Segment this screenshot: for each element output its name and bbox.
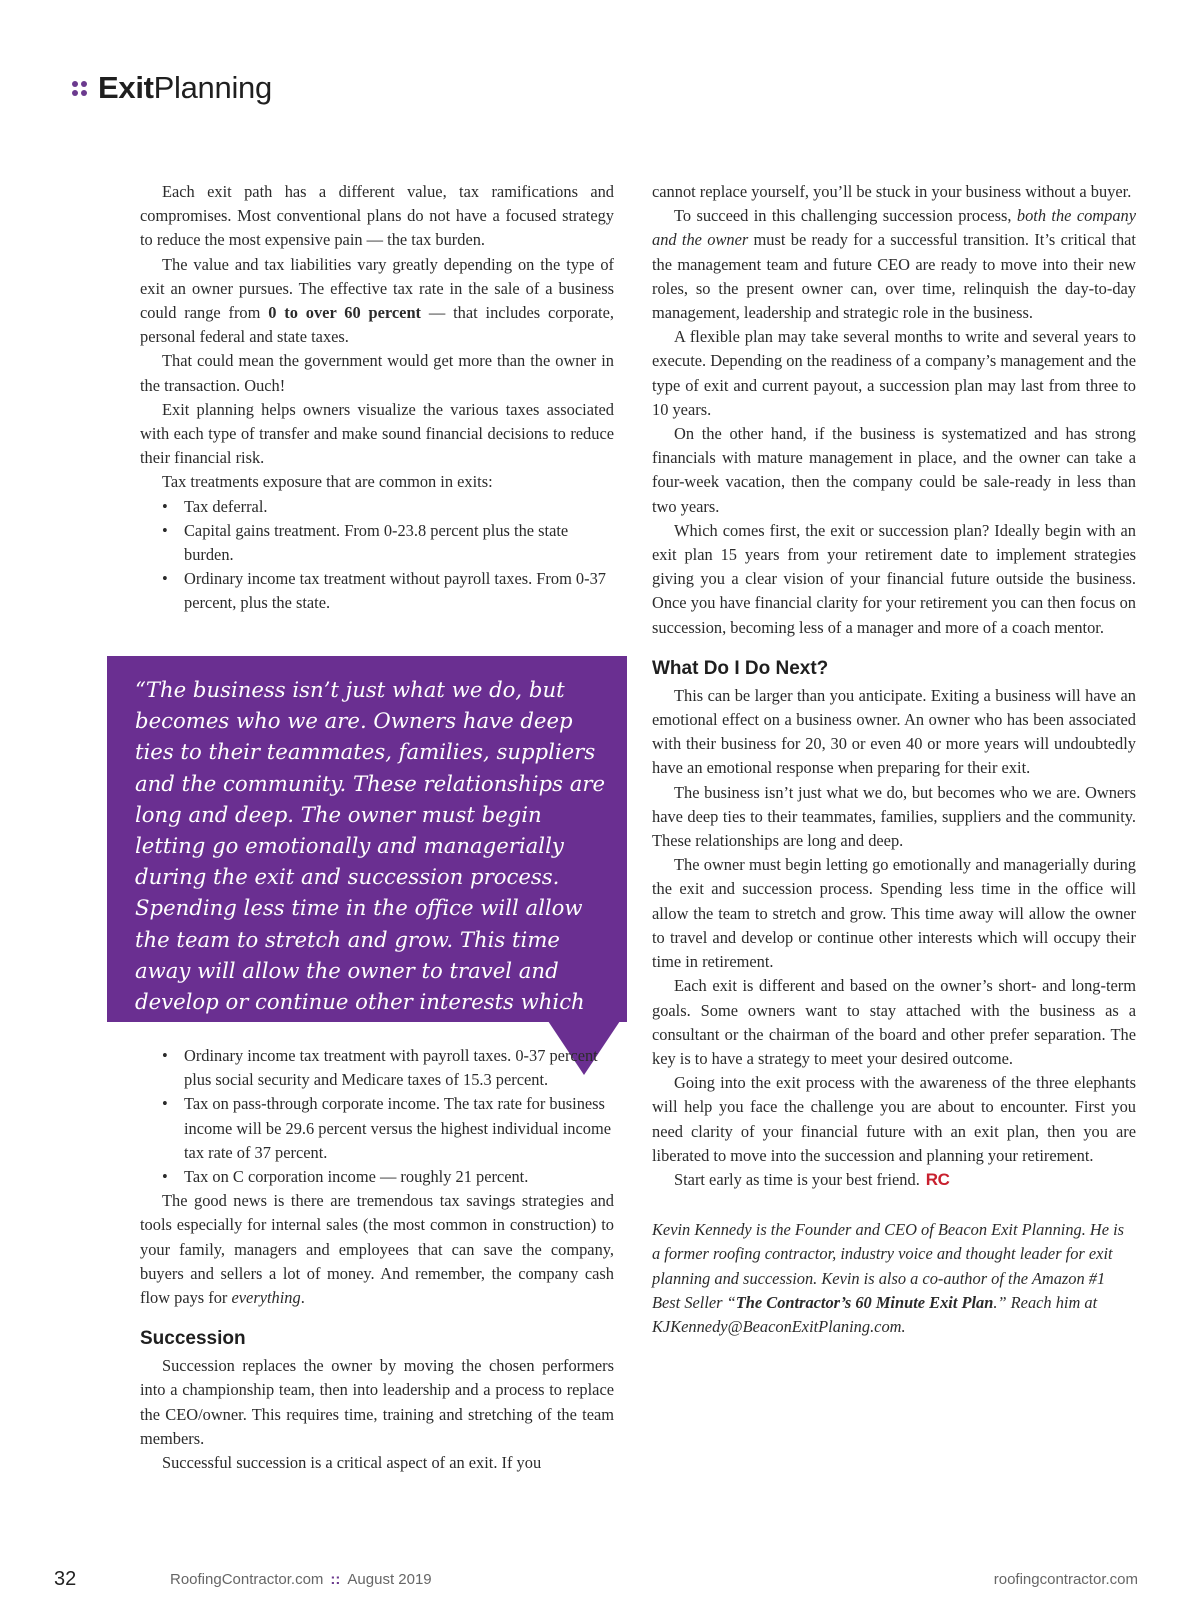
page-footer [0,1568,1200,1592]
footer-url: roofingcontractor.com [993,1571,1138,1588]
list-item: • Capital gains treatment. From 0-23.8 percent plus the state burden. [162,520,569,565]
pull-quote-text: “The business isn’t just what we do, but becomes who we are. Owners have deep ties to their teammates, families, suppliers and the community. These relationships are long and deep. The owner must begin letting go emotionally and managerially during the exit and succession process. Spending less time in the office will allow the team to stretch and grow. This time away will allow the owner to travel and develop or continue other interests which will occupy their time in retirement.” [135,677,606,1046]
list-item: • Tax on C corporation income — roughly 21 percent. [162,1167,529,1187]
paragraph: A flexible plan may take several months to write and several years to execute. Depending on the readiness of a company’s management and the type of exit and current payout, a succession plan may last from three to 10 years. [652,327,1136,419]
author-byline: Kevin Kennedy is the Founder and CEO of Beacon Exit Planning. He is a former roofing contractor, industry voice and thought leader for exit planning and succession. Kevin is also a co-author of the Amazon #1 Best Seller “The Contractor’s 60 Minute Exit Plan.” Reach him at KJKennedy@BeaconExitPlaning.com. [652,1220,1125,1336]
left-column-top [140,180,614,616]
paragraph: The good news is there are tremendous tax savings strategies and tools especially for internal sales (the most common in construction) to your family, managers and employees that can save the company, buyers and sellers a lot of money. And remember, the company cash flow pays for everything. [140,1191,614,1308]
paragraph: The business isn’t just what we do, but becomes who we are. Owners have deep ties to their teammates, families, suppliers and the community. These relationships are long and deep. [652,782,1136,851]
bullet-list [140,1044,614,1189]
paragraph: cannot replace yourself, you’ll be stuck in your business without a buyer. [652,182,1132,201]
paragraph: Tax treatments exposure that are common in exits: [162,472,493,492]
list-item: • Tax deferral. [162,496,268,516]
footer-publication: RoofingContractor.com :: August 2019 [170,1571,432,1588]
footer-separator: :: [330,1571,341,1588]
page-number: 32 [54,1568,77,1590]
paragraph: Successful succession is a critical aspect of an exit. If you [162,1453,542,1473]
list-item: • Ordinary income tax treatment without payroll taxes. From 0-37 percent, plus the state. [162,569,606,613]
paragraph: The value and tax liabilities vary greatly depending on the type of exit an owner pursues. The effective tax rate in the sale of a business could range from 0 to over 60 percent — that includes corporate, personal federal and state taxes. [140,254,614,347]
paragraph: Exit planning helps owners visualize the various taxes associated with each type of transfer and make sound financial decisions to reduce their financial risk. [140,399,614,468]
left-column-bottom [140,1044,614,1475]
paragraph: On the other hand, if the business is systematized and has strong financials with mature management in place, and the owner can take a four-week vacation, then the company could be sale-ready in less than two years. [652,424,1136,516]
paragraph: Which comes first, the exit or succession plan? Ideally begin with an exit plan 15 years from your retirement date to implement strategies giving you a clear vision of your financial future outside the business. Once you have financial clarity for your retirement you can then focus on succession, becoming less of a manager and more of a coach mentor. [652,520,1136,637]
paragraph: Each exit path has a different value, tax ramifications and compromises. Most conventional plans do not have a focused strategy to reduce the most expensive pain — the tax burden. [140,182,614,250]
paragraph: Going into the exit process with the awareness of the three elephants will help you face the challenge you are about to encounter. First you need clarity of your financial future with an exit plan, then you are liberated to move into the succession and planning your retirement. [652,1073,1136,1165]
what-do-i-do-next-heading: What Do I Do Next? [652,657,829,679]
right-column [652,180,1136,1339]
paragraph: The owner must begin letting go emotionally and managerially during the exit and succession process. Spending less time in the office will allow the team to stretch and grow. This time away will allow the owner to travel and develop or continue other interests which will occupy their time in retirement. [652,855,1136,972]
paragraph: That could mean the government would get more than the owner in the transaction. Ouch! [140,351,614,395]
rc-logo-mark: RC [925,1169,950,1189]
pull-quote-box [107,656,627,1046]
list-item: • Ordinary income tax treatment with payroll taxes. 0-37 percent plus social security and Medicare taxes of 15.3 percent. [162,1046,598,1090]
paragraph: This can be larger than you anticipate. Exiting a business will have an emotional effect on a business owner. An owner who has been associated with their business for 20, 30 or even 40 or more years will undoubtedly have an emotional response when preparing for their exit. [652,685,1136,778]
succession-heading: Succession [140,1328,246,1350]
paragraph: To succeed in this challenging succession process, both the company and the owner must be ready for a successful transition. It’s critical that the management team and future CEO are ready to move into their new roles, so the present owner can, over time, relinquish the day-to-day management, leadership and strategic role in the business. [652,206,1136,323]
paragraph: Each exit is different and based on the owner’s short- and long-term goals. Some owners want to stay attached with the business as a consultant or the chairman of the board and other prefer separation. The key is to have a strategy to meet your desired outcome. [652,976,1136,1068]
bullet-list [140,495,614,616]
paragraph: Start early as time is your best friend. RC [674,1169,950,1189]
list-item: • Tax on pass-through corporate income. The tax rate for business income will be 29.6 percent versus the highest individual income tax rate of 37 percent. [162,1094,611,1162]
section-header [72,70,272,106]
section-title: ExitPlanning [98,70,272,105]
paragraph: Succession replaces the owner by moving the chosen performers into a championship team, then into leadership and a process to replace the CEO/owner. This requires time, training and stretching of the team members. [140,1356,614,1448]
four-dot-colon-icon [72,78,88,98]
